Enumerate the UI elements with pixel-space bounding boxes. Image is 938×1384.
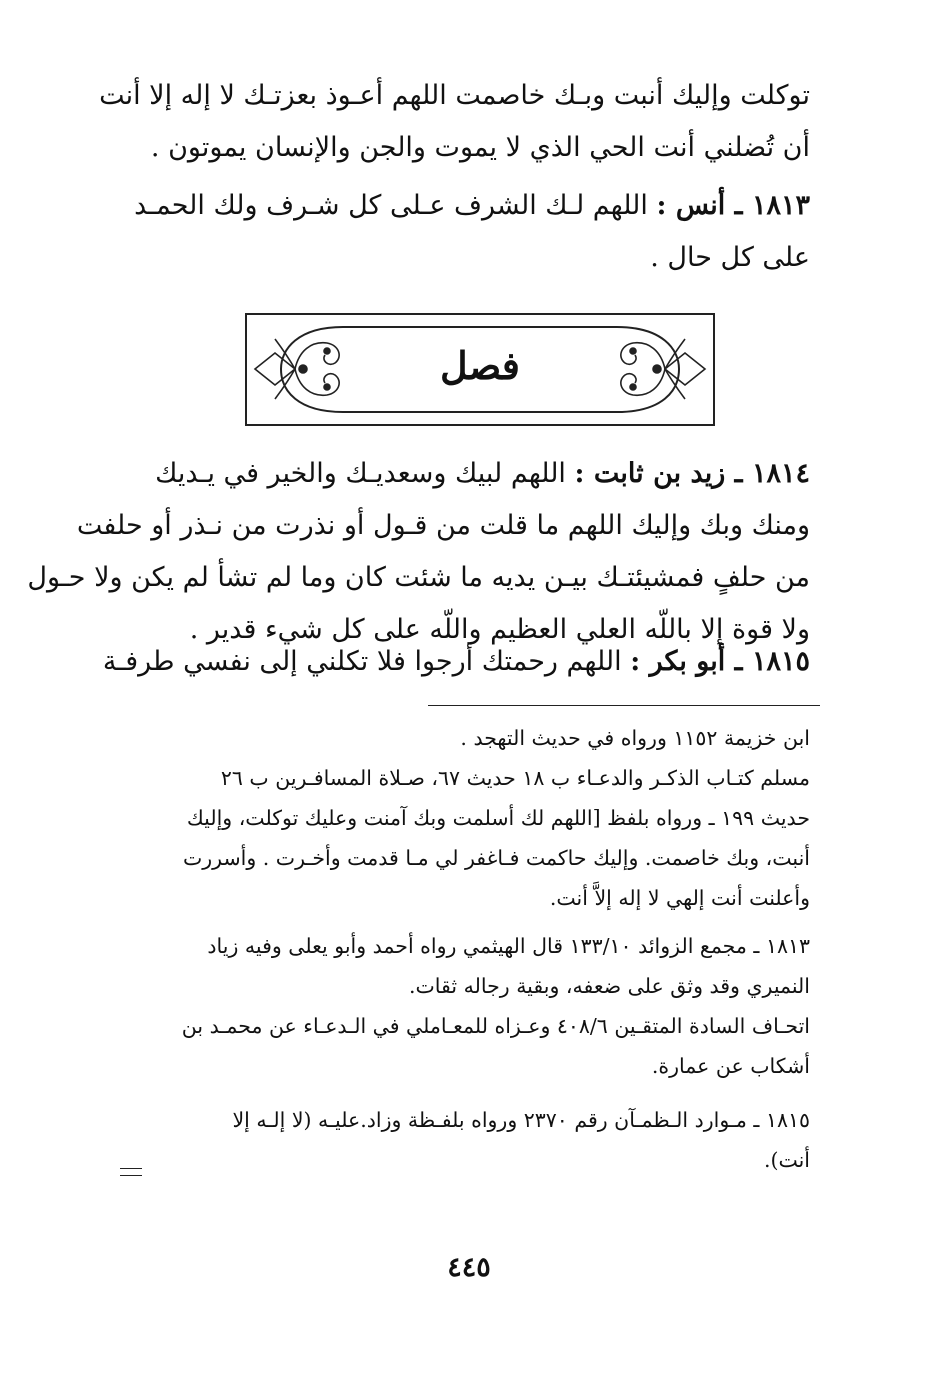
text-line: من حلفٍ فمشيئتـك بيـن يديه ما شئت كان وما لم تشأ لم يكن ولا حـول	[27, 562, 810, 593]
footnote-line: أشكاب عن عمارة.	[651, 1054, 810, 1078]
section-banner	[245, 313, 715, 426]
text-line: ومنك وبك وإليك اللهم ما قلت من قـول أو نذرت من نـذر أو حلفت	[76, 510, 810, 541]
footnote-1815	[130, 1100, 810, 1180]
continuation-mark-icon	[120, 1168, 142, 1182]
footnote-line: أنبت، وبك خاصمت. وإليك حاكمت فـاغفر لي مـا قدمت وأخـرت . وأسررت	[182, 846, 810, 870]
text-line	[102, 636, 810, 688]
footnote-divider	[428, 705, 820, 706]
hadith-number: ١٨١٤ ـ زيد بن ثابت :	[574, 458, 810, 489]
hadith-text: اللهم رحمتك أرجوا فلا تكلني إلى نفسي طرفـة	[102, 646, 622, 677]
hadith-1815	[102, 636, 810, 688]
footnote-line: وأعلنت أنت إلهي لا إله إلاَّ أنت.	[549, 886, 810, 910]
hadith-1813	[130, 180, 810, 284]
page-number: ٤٤٥	[447, 1252, 491, 1283]
hadith-1814	[27, 448, 810, 656]
footnote-line: ١٨١٥ ـ مـوارد الـظمـآن رقم ٢٣٧٠ ورواه بلفـظة وزاد.عليـه (لا إلـه إلا	[232, 1108, 810, 1132]
footnote-line: أنت).	[763, 1148, 810, 1172]
text-line: أن تُضلني أنت الحي الذي لا يموت والجن والإنسان يموتون .	[150, 132, 810, 163]
text-line: ولا قوة إلا باللّه العلي العظيم واللّه على كل شيء قدير .	[189, 614, 810, 645]
footnote-line: ابن خزيمة ١١٥٢ ورواه في حديث التهجد .	[460, 726, 810, 750]
footnote-line: اتحـاف السادة المتقـين ٤٠٨/٦ وعـزاه للمعـاملي في الـدعـاء عن محمـد بن	[181, 1014, 810, 1038]
text-line: توكلت وإليك أنبت وبـك خاصمت اللهم أعـوذ بعزتـك لا إله إلا أنت	[99, 80, 810, 111]
footnote-1812	[130, 718, 810, 918]
text-line	[130, 180, 810, 232]
footnote-line: ١٨١٣ ـ مجمع الزوائد ١٣٣/١٠ قال الهيثمي رواه أحمد وأبو يعلى وفيه زياد	[207, 934, 810, 958]
top-paragraph	[99, 70, 810, 174]
footnote-line: حديث ١٩٩ ـ ورواه بلفظ [اللهم لك أسلمت وبك آمنت وعليك توكلت، وإليك	[186, 806, 810, 830]
hadith-text: اللهم لـك الشرف عـلى كل شـرف ولك الحمـد	[134, 190, 648, 221]
footnote-1813	[130, 926, 810, 1086]
text-line	[130, 448, 810, 500]
hadith-number: ١٨١٥ ـ أبو بكر :	[630, 646, 810, 677]
hadith-number: ١٨١٣ ـ أنس :	[656, 190, 810, 221]
footnote-line: النميري وقد وثق على ضعفه، وبقية رجاله ثقات.	[408, 974, 810, 998]
footnote-line: مسلم كتـاب الذكـر والدعـاء ب ١٨ حديث ٦٧، صـلاة المسافـرين ب ٢٦	[220, 766, 810, 790]
section-title: فصل	[440, 343, 520, 388]
text-line: على كل حال .	[650, 242, 810, 273]
hadith-text: اللهم لبيك وسعديـك والخير في يـديك	[155, 458, 566, 489]
